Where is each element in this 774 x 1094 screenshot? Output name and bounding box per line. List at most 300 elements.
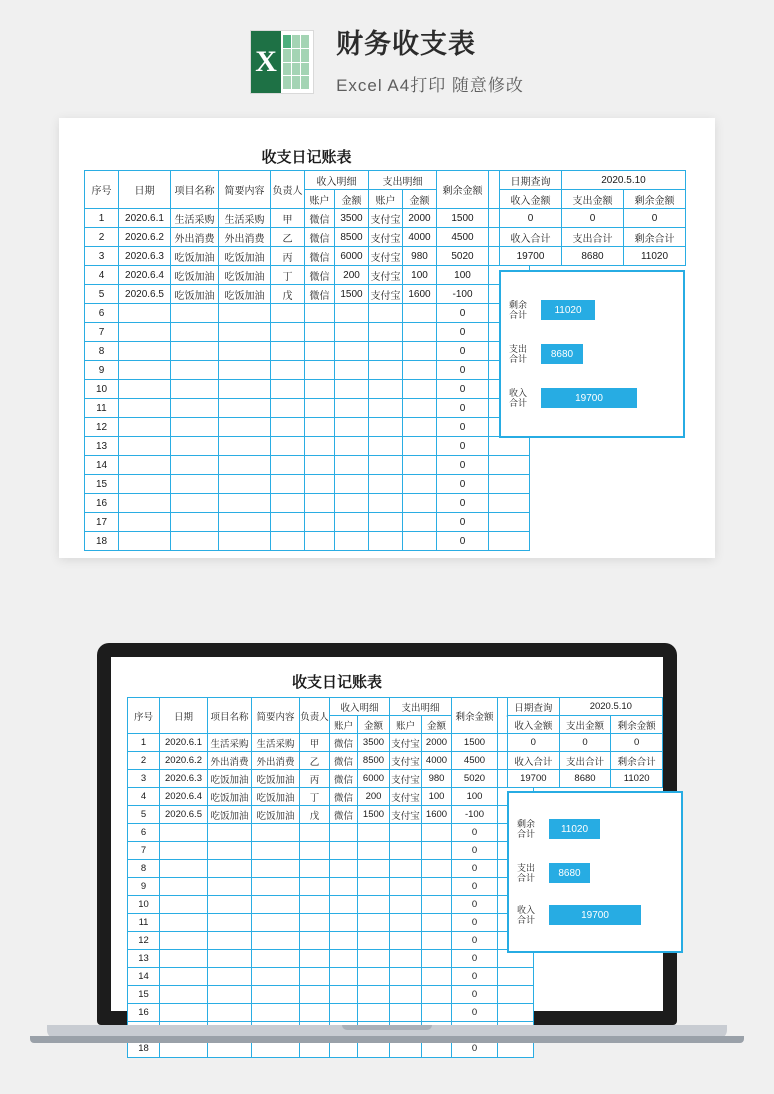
cell-date[interactable] bbox=[119, 513, 171, 532]
lp-cell-balance[interactable]: 0 bbox=[452, 986, 498, 1004]
cell-expense-amount[interactable] bbox=[403, 475, 437, 494]
lp-cell-income-amount[interactable] bbox=[358, 1004, 390, 1022]
table-row[interactable] bbox=[128, 1004, 534, 1022]
lp-cell-seq[interactable]: 16 bbox=[128, 1004, 160, 1022]
lp-cell-income-amount[interactable] bbox=[358, 932, 390, 950]
cell-seq[interactable]: 9 bbox=[85, 361, 119, 380]
lp-cell-remark[interactable] bbox=[498, 986, 534, 1004]
cell-summary[interactable] bbox=[219, 304, 271, 323]
cell-project[interactable] bbox=[171, 399, 219, 418]
lp-cell-summary[interactable] bbox=[252, 860, 300, 878]
cell-owner[interactable] bbox=[271, 475, 305, 494]
cell-summary[interactable] bbox=[219, 380, 271, 399]
lp-cell-income-amount[interactable] bbox=[358, 842, 390, 860]
cell-income-account[interactable] bbox=[305, 475, 335, 494]
table-row[interactable] bbox=[85, 418, 530, 437]
lp-cell-owner[interactable] bbox=[300, 914, 330, 932]
lp-cell-date[interactable] bbox=[160, 914, 208, 932]
cell-project[interactable] bbox=[171, 437, 219, 456]
lp-cell-income-amount[interactable] bbox=[358, 896, 390, 914]
cell-income-amount[interactable] bbox=[335, 475, 369, 494]
lp-cell-seq[interactable]: 6 bbox=[128, 824, 160, 842]
cell-balance[interactable]: 0 bbox=[437, 304, 489, 323]
table-row[interactable] bbox=[128, 806, 534, 824]
lp-cell-project[interactable]: 吃饭加油 bbox=[208, 770, 252, 788]
cell-expense-account[interactable] bbox=[369, 475, 403, 494]
table-row[interactable] bbox=[85, 247, 530, 266]
cell-balance[interactable]: 0 bbox=[437, 456, 489, 475]
lp-cell-balance[interactable]: 5020 bbox=[452, 770, 498, 788]
lp-cell-income-amount[interactable] bbox=[358, 878, 390, 896]
cell-owner[interactable] bbox=[271, 437, 305, 456]
cell-summary[interactable]: 吃饭加油 bbox=[219, 266, 271, 285]
cell-income-account[interactable] bbox=[305, 494, 335, 513]
lp-cell-date[interactable]: 2020.6.1 bbox=[160, 734, 208, 752]
lp-cell-expense-account[interactable] bbox=[390, 986, 422, 1004]
lp-cell-income-account[interactable]: 微信 bbox=[330, 734, 358, 752]
cell-seq[interactable]: 7 bbox=[85, 323, 119, 342]
lp-cell-balance[interactable]: 1500 bbox=[452, 734, 498, 752]
lp-cell-expense-amount[interactable] bbox=[422, 860, 452, 878]
lp-cell-expense-account[interactable] bbox=[390, 950, 422, 968]
lp-cell-project[interactable]: 外出消费 bbox=[208, 752, 252, 770]
lp-cell-summary[interactable]: 外出消费 bbox=[252, 752, 300, 770]
lp-cell-income-account[interactable] bbox=[330, 932, 358, 950]
lp-cell-income-account[interactable] bbox=[330, 878, 358, 896]
cell-income-amount[interactable] bbox=[335, 418, 369, 437]
lp-cell-income-amount[interactable] bbox=[358, 824, 390, 842]
cell-summary[interactable] bbox=[219, 437, 271, 456]
lp-cell-income-account[interactable] bbox=[330, 860, 358, 878]
cell-seq[interactable]: 4 bbox=[85, 266, 119, 285]
cell-income-account[interactable] bbox=[305, 532, 335, 551]
cell-balance[interactable]: 1500 bbox=[437, 209, 489, 228]
cell-expense-amount[interactable] bbox=[403, 532, 437, 551]
lp-cell-income-account[interactable]: 微信 bbox=[330, 806, 358, 824]
cell-expense-account[interactable] bbox=[369, 418, 403, 437]
lp-cell-balance[interactable]: 0 bbox=[452, 824, 498, 842]
lp-cell-date[interactable]: 2020.6.2 bbox=[160, 752, 208, 770]
lp-cell-owner[interactable] bbox=[300, 860, 330, 878]
cell-balance[interactable]: 0 bbox=[437, 532, 489, 551]
cell-expense-amount[interactable] bbox=[403, 418, 437, 437]
lp-cell-expense-amount[interactable] bbox=[422, 896, 452, 914]
cell-summary[interactable] bbox=[219, 494, 271, 513]
table-row[interactable] bbox=[128, 860, 534, 878]
cell-owner[interactable] bbox=[271, 361, 305, 380]
cell-income-amount[interactable]: 3500 bbox=[335, 209, 369, 228]
lp-cell-balance[interactable]: 0 bbox=[452, 950, 498, 968]
cell-expense-account[interactable]: 支付宝 bbox=[369, 285, 403, 304]
table-row[interactable] bbox=[128, 968, 534, 986]
table-row[interactable] bbox=[85, 475, 530, 494]
lp-cell-expense-account[interactable] bbox=[390, 824, 422, 842]
cell-owner[interactable] bbox=[271, 532, 305, 551]
cell-balance[interactable]: 0 bbox=[437, 342, 489, 361]
cell-balance[interactable]: 0 bbox=[437, 494, 489, 513]
lp-cell-income-amount[interactable]: 6000 bbox=[358, 770, 390, 788]
cell-balance[interactable]: 100 bbox=[437, 266, 489, 285]
cell-expense-account[interactable] bbox=[369, 437, 403, 456]
cell-expense-amount[interactable] bbox=[403, 513, 437, 532]
lp-cell-project[interactable] bbox=[208, 860, 252, 878]
table-row[interactable] bbox=[85, 399, 530, 418]
cell-date[interactable] bbox=[119, 456, 171, 475]
cell-date[interactable]: 2020.6.4 bbox=[119, 266, 171, 285]
lp-cell-summary[interactable] bbox=[252, 824, 300, 842]
lp-cell-expense-amount[interactable] bbox=[422, 824, 452, 842]
table-row[interactable] bbox=[85, 304, 530, 323]
lp-cell-expense-amount[interactable]: 1600 bbox=[422, 806, 452, 824]
cell-project[interactable] bbox=[171, 361, 219, 380]
cell-summary[interactable] bbox=[219, 418, 271, 437]
cell-project[interactable] bbox=[171, 418, 219, 437]
cell-income-amount[interactable] bbox=[335, 494, 369, 513]
lp-cell-summary[interactable]: 生活采购 bbox=[252, 734, 300, 752]
lp-cell-expense-account[interactable] bbox=[390, 1004, 422, 1022]
lp-cell-expense-amount[interactable] bbox=[422, 842, 452, 860]
cell-income-account[interactable]: 微信 bbox=[305, 266, 335, 285]
cell-summary[interactable]: 吃饭加油 bbox=[219, 285, 271, 304]
cell-income-account[interactable] bbox=[305, 361, 335, 380]
lp-cell-expense-amount[interactable]: 980 bbox=[422, 770, 452, 788]
lp-cell-project[interactable] bbox=[208, 896, 252, 914]
cell-seq[interactable]: 14 bbox=[85, 456, 119, 475]
cell-date[interactable] bbox=[119, 361, 171, 380]
cell-remark[interactable] bbox=[489, 456, 530, 475]
cell-summary[interactable] bbox=[219, 361, 271, 380]
cell-project[interactable] bbox=[171, 323, 219, 342]
lp-cell-expense-amount[interactable] bbox=[422, 932, 452, 950]
lp-cell-expense-amount[interactable] bbox=[422, 968, 452, 986]
lp-cell-date[interactable] bbox=[160, 1004, 208, 1022]
cell-income-amount[interactable]: 6000 bbox=[335, 247, 369, 266]
cell-balance[interactable]: 0 bbox=[437, 380, 489, 399]
lp-cell-balance[interactable]: 0 bbox=[452, 932, 498, 950]
lp-cell-income-account[interactable]: 微信 bbox=[330, 752, 358, 770]
lp-cell-income-account[interactable] bbox=[330, 1004, 358, 1022]
cell-owner[interactable] bbox=[271, 342, 305, 361]
cell-project[interactable] bbox=[171, 475, 219, 494]
cell-date[interactable] bbox=[119, 418, 171, 437]
cell-project[interactable] bbox=[171, 380, 219, 399]
lp-cell-owner[interactable]: 丙 bbox=[300, 770, 330, 788]
table-row[interactable] bbox=[128, 788, 534, 806]
cell-seq[interactable]: 16 bbox=[85, 494, 119, 513]
cell-remark[interactable] bbox=[489, 513, 530, 532]
lp-cell-income-account[interactable] bbox=[330, 968, 358, 986]
table-row[interactable] bbox=[85, 456, 530, 475]
table-row[interactable] bbox=[128, 842, 534, 860]
lp-cell-balance[interactable]: 0 bbox=[452, 842, 498, 860]
lp-cell-income-account[interactable] bbox=[330, 950, 358, 968]
lp-cell-summary[interactable] bbox=[252, 1004, 300, 1022]
lp-cell-summary[interactable]: 吃饭加油 bbox=[252, 770, 300, 788]
cell-expense-amount[interactable]: 1600 bbox=[403, 285, 437, 304]
lp-cell-income-amount[interactable]: 8500 bbox=[358, 752, 390, 770]
table-row[interactable] bbox=[85, 285, 530, 304]
lp-cell-owner[interactable] bbox=[300, 932, 330, 950]
cell-expense-account[interactable] bbox=[369, 399, 403, 418]
cell-income-account[interactable] bbox=[305, 456, 335, 475]
lp-cell-expense-amount[interactable]: 100 bbox=[422, 788, 452, 806]
cell-expense-account[interactable] bbox=[369, 494, 403, 513]
cell-balance[interactable]: 0 bbox=[437, 399, 489, 418]
lp-cell-project[interactable] bbox=[208, 950, 252, 968]
lp-cell-income-account[interactable] bbox=[330, 824, 358, 842]
lp-cell-seq[interactable]: 13 bbox=[128, 950, 160, 968]
cell-expense-amount[interactable] bbox=[403, 437, 437, 456]
cell-expense-account[interactable] bbox=[369, 513, 403, 532]
cell-summary[interactable]: 生活采购 bbox=[219, 209, 271, 228]
lp-cell-project[interactable] bbox=[208, 842, 252, 860]
cell-balance[interactable]: 0 bbox=[437, 323, 489, 342]
cell-balance[interactable]: 4500 bbox=[437, 228, 489, 247]
cell-date[interactable] bbox=[119, 532, 171, 551]
cell-seq[interactable]: 10 bbox=[85, 380, 119, 399]
cell-seq[interactable]: 3 bbox=[85, 247, 119, 266]
lp-cell-balance[interactable]: 0 bbox=[452, 860, 498, 878]
cell-seq[interactable]: 8 bbox=[85, 342, 119, 361]
table-row[interactable] bbox=[85, 323, 530, 342]
lp-cell-expense-amount[interactable]: 2000 bbox=[422, 734, 452, 752]
cell-remark[interactable] bbox=[489, 532, 530, 551]
cell-income-amount[interactable] bbox=[335, 532, 369, 551]
cell-expense-amount[interactable] bbox=[403, 494, 437, 513]
cell-expense-account[interactable] bbox=[369, 380, 403, 399]
table-row[interactable] bbox=[85, 494, 530, 513]
lp-cell-balance[interactable]: 0 bbox=[452, 1040, 498, 1058]
cell-expense-amount[interactable] bbox=[403, 456, 437, 475]
lp-cell-expense-amount[interactable] bbox=[422, 878, 452, 896]
cell-income-amount[interactable]: 1500 bbox=[335, 285, 369, 304]
lp-cell-expense-account[interactable] bbox=[390, 968, 422, 986]
lp-cell-expense-account[interactable] bbox=[390, 896, 422, 914]
cell-seq[interactable]: 13 bbox=[85, 437, 119, 456]
table-row[interactable] bbox=[85, 513, 530, 532]
table-row[interactable] bbox=[85, 209, 530, 228]
lp-cell-date[interactable] bbox=[160, 950, 208, 968]
lp-cell-project[interactable]: 吃饭加油 bbox=[208, 806, 252, 824]
lp-cell-project[interactable] bbox=[208, 986, 252, 1004]
cell-expense-amount[interactable] bbox=[403, 304, 437, 323]
cell-summary[interactable]: 吃饭加油 bbox=[219, 247, 271, 266]
lp-cell-remark[interactable] bbox=[498, 968, 534, 986]
table-row[interactable] bbox=[128, 752, 534, 770]
lp-cell-income-amount[interactable] bbox=[358, 950, 390, 968]
lp-cell-owner[interactable] bbox=[300, 878, 330, 896]
lp-cell-income-account[interactable] bbox=[330, 914, 358, 932]
lp-cell-expense-account[interactable]: 支付宝 bbox=[390, 806, 422, 824]
cell-expense-account[interactable] bbox=[369, 456, 403, 475]
lp-cell-summary[interactable] bbox=[252, 932, 300, 950]
cell-summary[interactable] bbox=[219, 532, 271, 551]
cell-project[interactable]: 生活采购 bbox=[171, 209, 219, 228]
lp-cell-balance[interactable]: 0 bbox=[452, 1004, 498, 1022]
lp-cell-project[interactable] bbox=[208, 824, 252, 842]
lp-cell-income-amount[interactable] bbox=[358, 986, 390, 1004]
lp-cell-owner[interactable] bbox=[300, 1004, 330, 1022]
lp-cell-seq[interactable]: 12 bbox=[128, 932, 160, 950]
lp-cell-owner[interactable] bbox=[300, 842, 330, 860]
lp-cell-income-account[interactable] bbox=[330, 896, 358, 914]
table-row[interactable] bbox=[85, 437, 530, 456]
cell-balance[interactable]: -100 bbox=[437, 285, 489, 304]
cell-income-amount[interactable] bbox=[335, 456, 369, 475]
cell-balance[interactable]: 0 bbox=[437, 437, 489, 456]
lp-cell-income-account[interactable]: 微信 bbox=[330, 788, 358, 806]
lp-cell-summary[interactable] bbox=[252, 878, 300, 896]
cell-expense-amount[interactable] bbox=[403, 380, 437, 399]
cell-owner[interactable]: 丙 bbox=[271, 247, 305, 266]
lp-cell-balance[interactable]: 0 bbox=[452, 896, 498, 914]
table-row[interactable] bbox=[128, 824, 534, 842]
cell-summary[interactable] bbox=[219, 456, 271, 475]
cell-expense-account[interactable]: 支付宝 bbox=[369, 247, 403, 266]
table-row[interactable] bbox=[128, 878, 534, 896]
lp-cell-expense-amount[interactable]: 4000 bbox=[422, 752, 452, 770]
cell-income-account[interactable]: 微信 bbox=[305, 209, 335, 228]
lp-cell-expense-account[interactable]: 支付宝 bbox=[390, 770, 422, 788]
lp-cell-date[interactable] bbox=[160, 896, 208, 914]
cell-expense-account[interactable] bbox=[369, 342, 403, 361]
lp-cell-owner[interactable] bbox=[300, 824, 330, 842]
cell-project[interactable]: 吃饭加油 bbox=[171, 247, 219, 266]
cell-remark[interactable] bbox=[489, 475, 530, 494]
cell-income-account[interactable] bbox=[305, 323, 335, 342]
lp-cell-balance[interactable]: -100 bbox=[452, 806, 498, 824]
cell-date[interactable] bbox=[119, 304, 171, 323]
lp-cell-project[interactable]: 生活采购 bbox=[208, 734, 252, 752]
cell-project[interactable] bbox=[171, 342, 219, 361]
lp-cell-remark[interactable] bbox=[498, 1004, 534, 1022]
lp-cell-owner[interactable] bbox=[300, 986, 330, 1004]
cell-owner[interactable] bbox=[271, 399, 305, 418]
cell-income-amount[interactable] bbox=[335, 399, 369, 418]
cell-owner[interactable] bbox=[271, 456, 305, 475]
table-row[interactable] bbox=[128, 932, 534, 950]
lp-cell-income-amount[interactable]: 200 bbox=[358, 788, 390, 806]
cell-date[interactable]: 2020.6.3 bbox=[119, 247, 171, 266]
cell-expense-amount[interactable] bbox=[403, 342, 437, 361]
cell-remark[interactable] bbox=[489, 494, 530, 513]
cell-summary[interactable]: 外出消费 bbox=[219, 228, 271, 247]
lp-cell-seq[interactable]: 4 bbox=[128, 788, 160, 806]
cell-income-amount[interactable] bbox=[335, 304, 369, 323]
cell-income-account[interactable]: 微信 bbox=[305, 228, 335, 247]
lp-cell-expense-amount[interactable] bbox=[422, 914, 452, 932]
lp-cell-expense-account[interactable]: 支付宝 bbox=[390, 734, 422, 752]
cell-project[interactable]: 吃饭加油 bbox=[171, 285, 219, 304]
cell-date[interactable]: 2020.6.2 bbox=[119, 228, 171, 247]
lp-cell-income-account[interactable] bbox=[330, 986, 358, 1004]
cell-balance[interactable]: 5020 bbox=[437, 247, 489, 266]
lp-cell-owner[interactable]: 戊 bbox=[300, 806, 330, 824]
cell-balance[interactable]: 0 bbox=[437, 361, 489, 380]
cell-seq[interactable]: 11 bbox=[85, 399, 119, 418]
cell-summary[interactable] bbox=[219, 342, 271, 361]
table-row[interactable] bbox=[85, 266, 530, 285]
lp-cell-date[interactable] bbox=[160, 968, 208, 986]
lp-cell-seq[interactable]: 3 bbox=[128, 770, 160, 788]
lp-cell-summary[interactable]: 吃饭加油 bbox=[252, 806, 300, 824]
cell-income-account[interactable] bbox=[305, 304, 335, 323]
cell-owner[interactable] bbox=[271, 494, 305, 513]
lp-cell-seq[interactable]: 14 bbox=[128, 968, 160, 986]
lp-cell-balance[interactable]: 0 bbox=[452, 878, 498, 896]
cell-income-amount[interactable] bbox=[335, 437, 369, 456]
cell-owner[interactable]: 乙 bbox=[271, 228, 305, 247]
cell-date[interactable] bbox=[119, 380, 171, 399]
cell-income-amount[interactable]: 8500 bbox=[335, 228, 369, 247]
lp-cell-date[interactable] bbox=[160, 878, 208, 896]
cell-income-amount[interactable] bbox=[335, 342, 369, 361]
cell-seq[interactable]: 12 bbox=[85, 418, 119, 437]
cell-seq[interactable]: 5 bbox=[85, 285, 119, 304]
lp-cell-expense-account[interactable] bbox=[390, 860, 422, 878]
lp-cell-expense-amount[interactable] bbox=[422, 986, 452, 1004]
cell-income-account[interactable] bbox=[305, 418, 335, 437]
lp-cell-seq[interactable]: 8 bbox=[128, 860, 160, 878]
lp-cell-owner[interactable] bbox=[300, 968, 330, 986]
cell-balance[interactable]: 0 bbox=[437, 475, 489, 494]
lp-cell-project[interactable]: 吃饭加油 bbox=[208, 788, 252, 806]
lp-cell-income-amount[interactable]: 1500 bbox=[358, 806, 390, 824]
cell-balance[interactable]: 0 bbox=[437, 513, 489, 532]
cell-expense-amount[interactable] bbox=[403, 399, 437, 418]
cell-seq[interactable]: 17 bbox=[85, 513, 119, 532]
lp-cell-owner[interactable]: 乙 bbox=[300, 752, 330, 770]
cell-date[interactable] bbox=[119, 494, 171, 513]
cell-income-account[interactable] bbox=[305, 437, 335, 456]
lp-cell-seq[interactable]: 5 bbox=[128, 806, 160, 824]
lp-cell-income-amount[interactable] bbox=[358, 914, 390, 932]
table-row[interactable] bbox=[128, 986, 534, 1004]
lp-cell-date[interactable]: 2020.6.3 bbox=[160, 770, 208, 788]
lp-cell-owner[interactable]: 丁 bbox=[300, 788, 330, 806]
lp-cell-summary[interactable] bbox=[252, 914, 300, 932]
cell-income-account[interactable] bbox=[305, 513, 335, 532]
cell-owner[interactable] bbox=[271, 418, 305, 437]
lp-cell-expense-account[interactable] bbox=[390, 842, 422, 860]
lp-cell-income-amount[interactable]: 3500 bbox=[358, 734, 390, 752]
lp-cell-date[interactable] bbox=[160, 824, 208, 842]
lp-cell-seq[interactable]: 10 bbox=[128, 896, 160, 914]
lp-cell-project[interactable] bbox=[208, 932, 252, 950]
lp-cell-seq[interactable]: 11 bbox=[128, 914, 160, 932]
lp-query-date-value[interactable]: 2020.5.10 bbox=[559, 698, 662, 716]
lp-cell-expense-amount[interactable] bbox=[422, 1004, 452, 1022]
cell-date[interactable] bbox=[119, 323, 171, 342]
cell-project[interactable]: 吃饭加油 bbox=[171, 266, 219, 285]
lp-cell-owner[interactable]: 甲 bbox=[300, 734, 330, 752]
table-row[interactable] bbox=[85, 380, 530, 399]
cell-expense-amount[interactable]: 2000 bbox=[403, 209, 437, 228]
table-row[interactable] bbox=[128, 896, 534, 914]
table-row[interactable] bbox=[85, 342, 530, 361]
lp-cell-seq[interactable]: 18 bbox=[128, 1040, 160, 1058]
lp-cell-expense-account[interactable] bbox=[390, 878, 422, 896]
lp-cell-seq[interactable]: 7 bbox=[128, 842, 160, 860]
cell-seq[interactable]: 15 bbox=[85, 475, 119, 494]
cell-date[interactable]: 2020.6.5 bbox=[119, 285, 171, 304]
cell-expense-account[interactable] bbox=[369, 532, 403, 551]
lp-cell-balance[interactable]: 100 bbox=[452, 788, 498, 806]
cell-owner[interactable]: 丁 bbox=[271, 266, 305, 285]
lp-cell-date[interactable] bbox=[160, 932, 208, 950]
cell-summary[interactable] bbox=[219, 399, 271, 418]
cell-project[interactable] bbox=[171, 494, 219, 513]
